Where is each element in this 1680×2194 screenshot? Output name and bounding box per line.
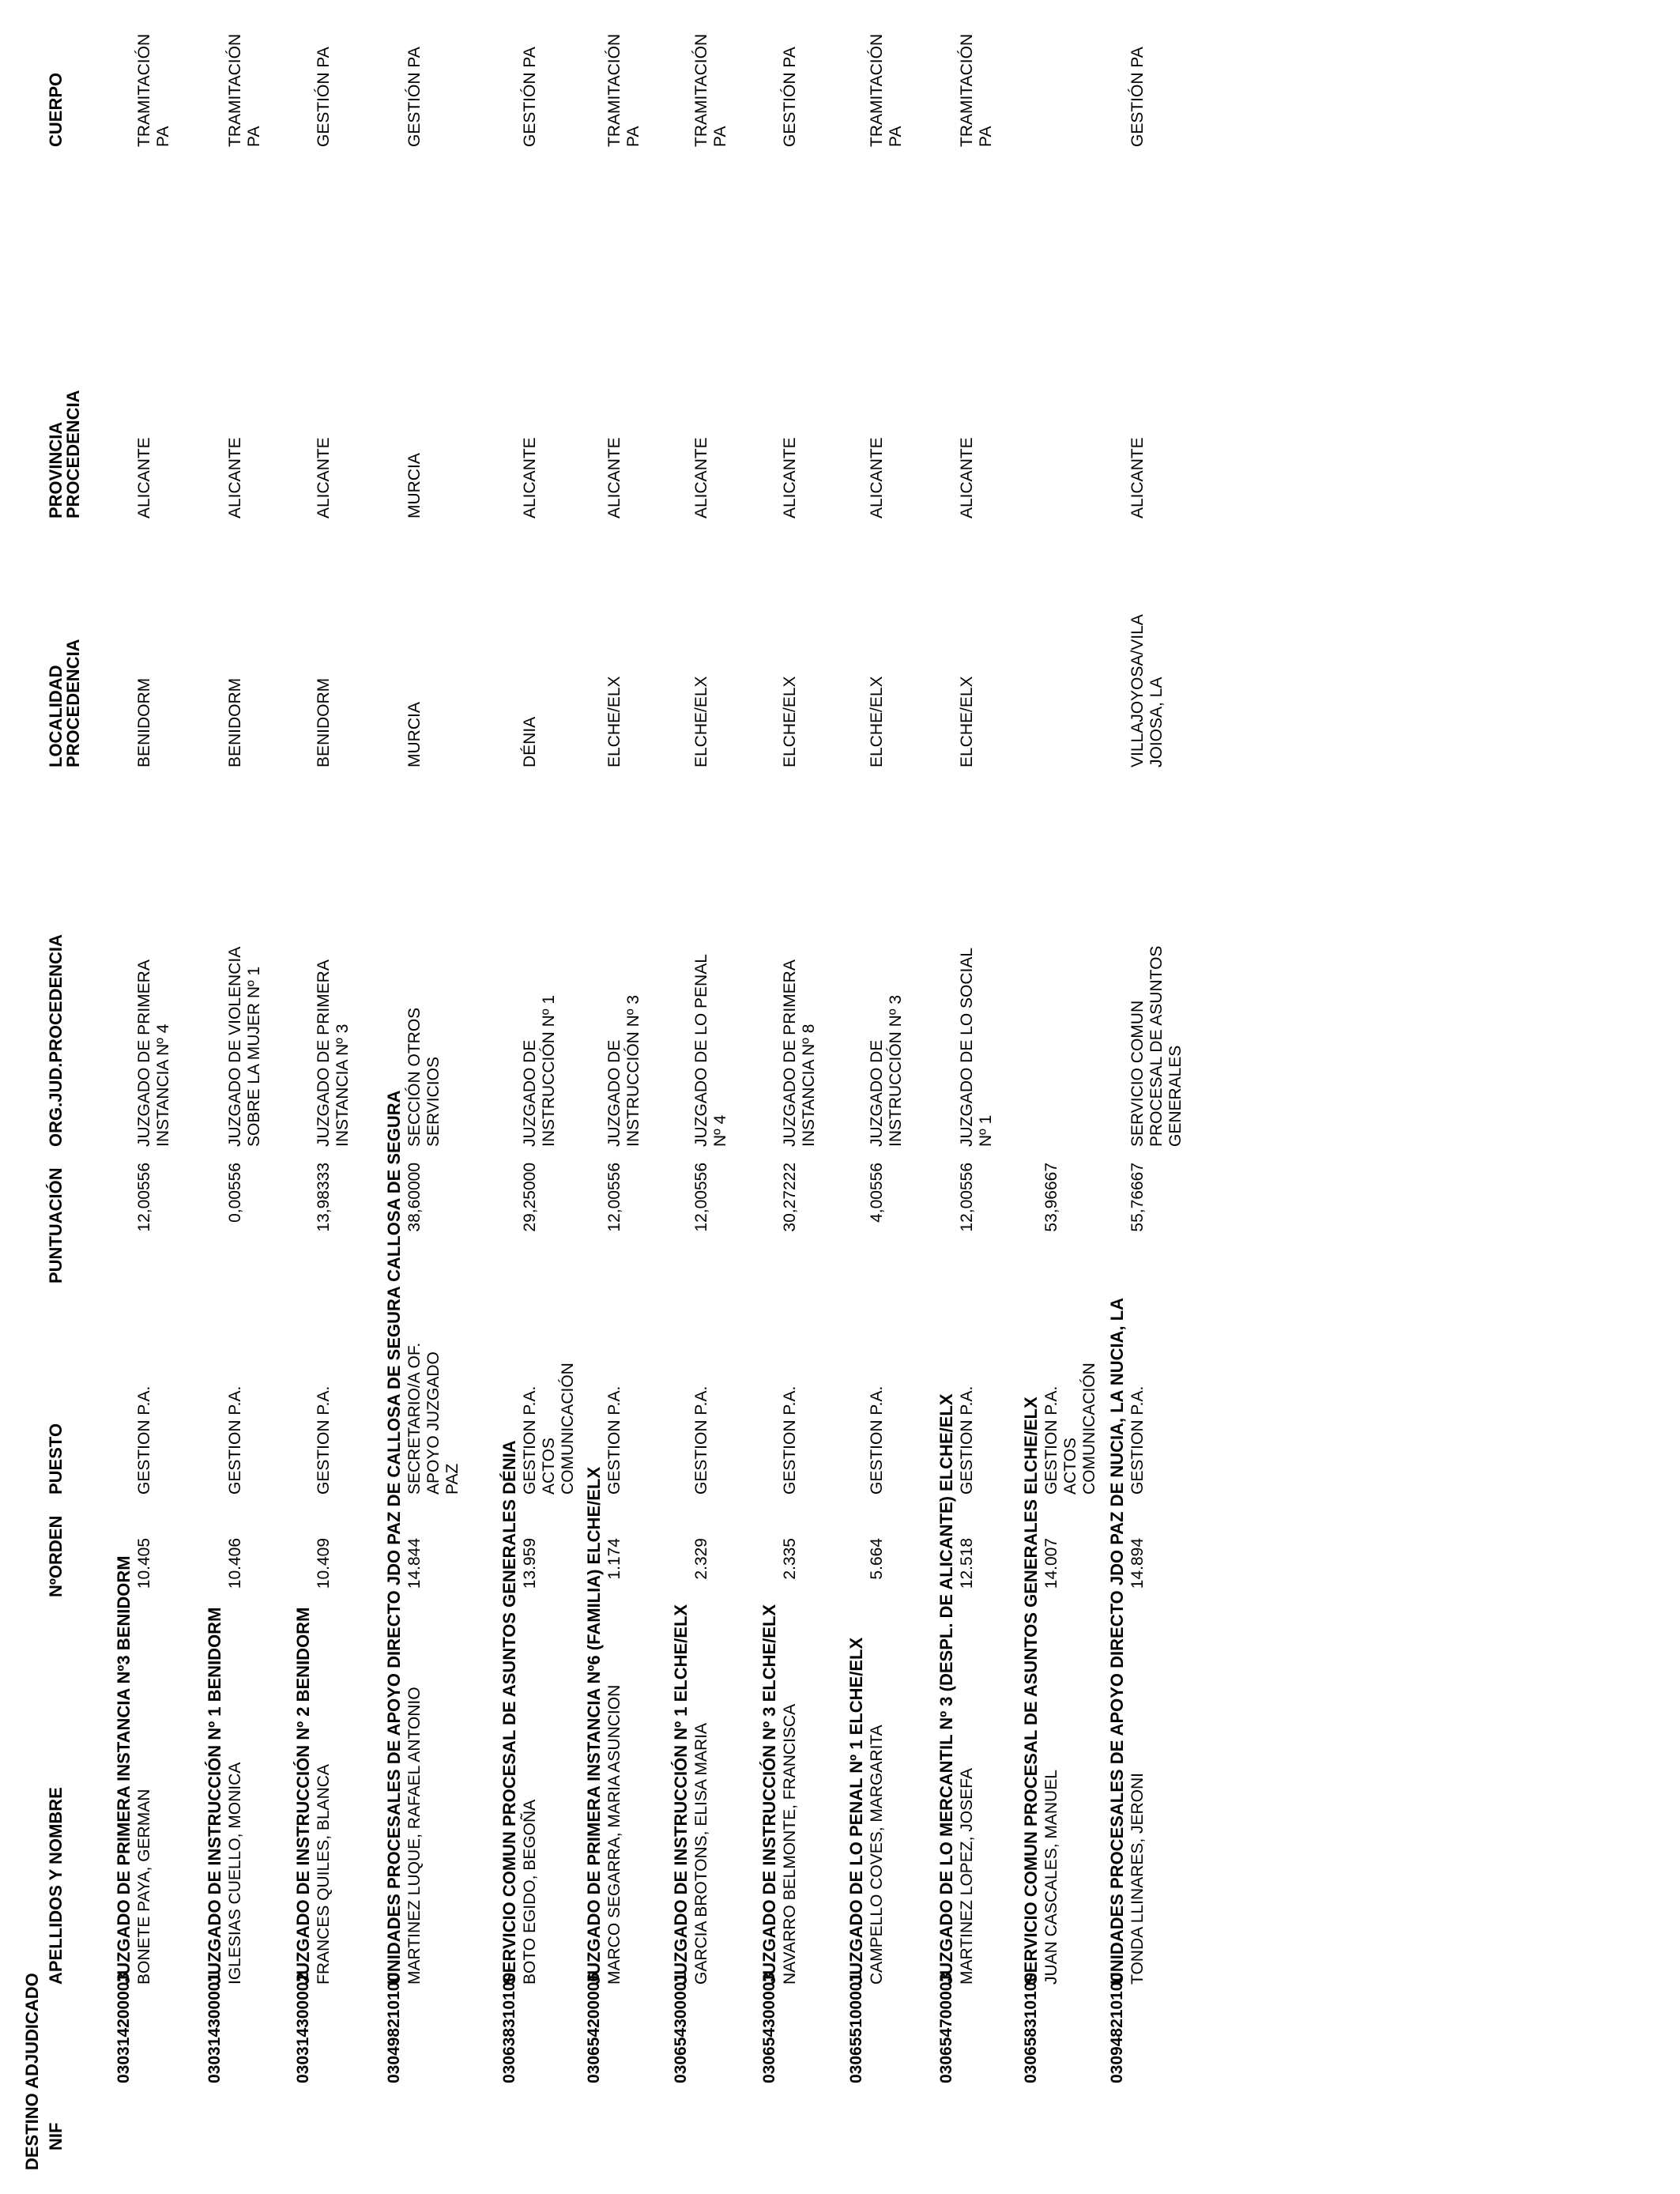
- group-destino: SERVICIO COMUN PROCESAL DE ASUNTOS GENERALES ELCHE/ELX: [1021, 1397, 1041, 1985]
- row-localidad: ELCHE/ELX: [958, 676, 976, 767]
- row-cuerpo: GESTIÓN PA: [315, 47, 333, 147]
- row-localidad: ELCHE/ELX: [781, 676, 799, 767]
- group-destino: UNIDADES PROCESALES DE APOYO DIRECTO JDO PAZ DE CALLOSA DE SEGURA CALLOSA DE SEGURA: [384, 1090, 404, 1985]
- row-puesto: GESTION P.A.: [226, 1385, 244, 1495]
- row-localidad: ELCHE/ELX: [692, 676, 710, 767]
- row-org-procedencia: JUZGADO DE PRIMERA INSTANCIA Nº 8: [781, 960, 818, 1147]
- group-destino: JUZGADO DE INSTRUCCIÓN Nº 3 ELCHE/ELX: [759, 1604, 779, 1985]
- row-puesto: GESTION P.A.: [135, 1385, 153, 1495]
- header-localidad-line1: LOCALIDAD: [46, 665, 66, 767]
- row-cuerpo: GESTIÓN PA: [521, 47, 539, 147]
- row-apellidos-nombre: GARCIA BROTONS, ELISA MARIA: [692, 1722, 710, 1985]
- row-cuerpo: GESTIÓN PA: [781, 47, 799, 147]
- row-apellidos-nombre: JUAN CASCALES, MANUEL: [1042, 1770, 1060, 1985]
- row-apellidos-nombre: IGLESIAS CUELLO, MONICA: [226, 1762, 244, 1985]
- row-puesto: GESTION P.A.: [692, 1385, 710, 1495]
- row-cuerpo: TRAMITACIÓN PA: [868, 33, 905, 147]
- row-localidad: BENIDORM: [226, 677, 244, 767]
- row-norden: 14.844: [405, 1538, 424, 1589]
- row-cuerpo: TRAMITACIÓN PA: [692, 33, 729, 147]
- row-apellidos-nombre: NAVARRO BELMONTE, FRANCISCA: [781, 1703, 799, 1985]
- row-provincia: ALICANTE: [958, 437, 976, 518]
- row-apellidos-nombre: MARTINEZ LOPEZ, JOSEFA: [958, 1768, 976, 1985]
- row-org-procedencia: SERVICIO COMUN PROCESAL DE ASUNTOS GENERALES: [1128, 945, 1185, 1147]
- header-nif: NIF: [46, 2122, 66, 2151]
- row-cuerpo: TRAMITACIÓN PA: [226, 33, 263, 147]
- row-localidad: BENIDORM: [315, 677, 333, 767]
- row-puntuacion: 12,00556: [692, 1163, 710, 1232]
- row-org-procedencia: JUZGADO DE LO SOCIAL Nº 1: [958, 948, 995, 1147]
- group-nif: 030948210100: [1108, 1972, 1126, 2083]
- row-cuerpo: TRAMITACIÓN PA: [135, 33, 172, 147]
- group-nif: 030658310100: [1022, 1972, 1040, 2083]
- row-norden: 5.664: [868, 1538, 886, 1580]
- group-nif: 030498210100: [385, 1972, 403, 2083]
- row-puesto: GESTION P.A.: [605, 1385, 623, 1495]
- header-localidad-line2: PROCEDENCIA: [63, 639, 83, 767]
- row-org-procedencia: JUZGADO DE VIOLENCIA SOBRE LA MUJER Nº 1: [226, 947, 263, 1147]
- row-norden: 2.329: [692, 1538, 710, 1580]
- group-nif: 030654300003: [760, 1972, 778, 2083]
- row-cuerpo: GESTIÓN PA: [1128, 47, 1147, 147]
- page-title: DESTINO ADJUDICADO: [22, 1973, 42, 2170]
- row-localidad: MURCIA: [405, 702, 424, 767]
- row-norden: 13.959: [521, 1538, 539, 1589]
- row-apellidos-nombre: FRANCES QUILES, BLANCA: [315, 1764, 333, 1985]
- header-apellidos: APELLIDOS Y NOMBRE: [46, 1787, 66, 1985]
- row-localidad: VILLAJOYOSA/VILA JOIOSA, LA: [1128, 615, 1166, 767]
- row-norden: 12.518: [958, 1538, 976, 1589]
- row-provincia: MURCIA: [405, 453, 424, 518]
- row-localidad: ELCHE/ELX: [868, 676, 886, 767]
- header-org: ORG.JUD.PROCEDENCIA: [46, 934, 66, 1147]
- header-puntuacion: PUNTUACIÓN: [46, 1167, 66, 1284]
- row-norden: 14.007: [1042, 1538, 1060, 1589]
- row-puntuacion: 12,00556: [605, 1163, 623, 1232]
- row-puntuacion: 4,00556: [868, 1163, 886, 1223]
- header-cuerpo: CUERPO: [46, 72, 66, 147]
- group-nif: 030655100001: [847, 1972, 865, 2083]
- row-norden: 10.406: [226, 1538, 244, 1589]
- group-nif: 030314300001: [205, 1972, 224, 2083]
- row-provincia: ALICANTE: [605, 437, 623, 518]
- row-puesto: GESTION P.A.: [781, 1385, 799, 1495]
- row-localidad: ELCHE/ELX: [605, 676, 623, 767]
- row-puesto: GESTION P.A.: [315, 1385, 333, 1495]
- row-apellidos-nombre: TONDA LLINARES, JERONI: [1128, 1772, 1147, 1985]
- header-provincia-line2: PROCEDENCIA: [63, 390, 83, 518]
- row-provincia: ALICANTE: [781, 437, 799, 518]
- row-puntuacion: 53,96667: [1042, 1163, 1060, 1232]
- row-localidad: BENIDORM: [135, 677, 153, 767]
- header-puesto: PUESTO: [46, 1423, 66, 1495]
- row-apellidos-nombre: MARCO SEGARRA, MARIA ASUNCION: [605, 1684, 623, 1985]
- row-provincia: ALICANTE: [868, 437, 886, 518]
- row-puesto: GESTION P.A. ACTOS COMUNICACIÓN: [521, 1363, 577, 1495]
- group-nif: 030654300001: [672, 1972, 690, 2083]
- group-destino: JUZGADO DE INSTRUCCIÓN Nº 1 ELCHE/ELX: [671, 1604, 691, 1985]
- row-cuerpo: TRAMITACIÓN PA: [958, 33, 995, 147]
- row-apellidos-nombre: MARTINEZ LUQUE, RAFAEL ANTONIO: [405, 1687, 424, 1985]
- row-org-procedencia: SECCIÓN OTROS SERVICIOS: [405, 1007, 443, 1147]
- row-org-procedencia: JUZGADO DE PRIMERA INSTANCIA Nº 4: [135, 960, 172, 1147]
- group-destino: JUZGADO DE INSTRUCCIÓN Nº 1 BENIDORM: [205, 1607, 224, 1985]
- group-destino: JUZGADO DE INSTRUCCIÓN Nº 2 BENIDORM: [293, 1607, 313, 1985]
- row-puesto: GESTION P.A.: [958, 1385, 976, 1495]
- row-apellidos-nombre: BOTO EGIDO, BEGOÑA: [521, 1799, 539, 1985]
- group-nif: 030314200003: [115, 1972, 133, 2083]
- row-puntuacion: 13,98333: [315, 1163, 333, 1232]
- row-norden: 10.409: [315, 1538, 333, 1589]
- row-provincia: ALICANTE: [1128, 437, 1147, 518]
- group-destino: JUZGADO DE LO MERCANTIL Nº 3 (DESPL. DE ALICANTE) ELCHE/ELX: [936, 1393, 956, 1985]
- group-nif: 030314300002: [294, 1972, 312, 2083]
- row-puesto: GESTION P.A.: [868, 1385, 886, 1495]
- header-norden: NºORDEN: [46, 1515, 66, 1597]
- row-puntuacion: 55,76667: [1128, 1163, 1147, 1232]
- group-nif: 030654200006: [585, 1972, 603, 2083]
- group-destino: JUZGADO DE PRIMERA INSTANCIA Nº3 BENIDORM: [114, 1555, 134, 1985]
- row-puntuacion: 0,00556: [226, 1163, 244, 1223]
- row-apellidos-nombre: CAMPELLO COVES, MARGARITA: [868, 1725, 886, 1985]
- group-destino: SERVICIO COMUN PROCESAL DE ASUNTOS GENERALES DÉNIA: [499, 1440, 519, 1985]
- row-provincia: ALICANTE: [692, 437, 710, 518]
- row-norden: 10.405: [135, 1538, 153, 1589]
- row-org-procedencia: JUZGADO DE PRIMERA INSTANCIA Nº 3: [315, 960, 352, 1147]
- row-cuerpo: TRAMITACIÓN PA: [605, 33, 642, 147]
- row-puntuacion: 30,27222: [781, 1163, 799, 1232]
- row-puntuacion: 12,00556: [135, 1163, 153, 1232]
- row-provincia: ALICANTE: [521, 437, 539, 518]
- row-norden: 2.335: [781, 1538, 799, 1580]
- group-destino: UNIDADES PROCESALES DE APOYO DIRECTO JDO PAZ DE NUCIA, LA NUCIA, LA: [1107, 1297, 1127, 1985]
- row-puntuacion: 38,60000: [405, 1163, 424, 1232]
- group-destino: JUZGADO DE PRIMERA INSTANCIA Nº6 (FAMILIA) ELCHE/ELX: [584, 1466, 604, 1985]
- row-apellidos-nombre: BONETE PAYA, GERMAN: [135, 1789, 153, 1985]
- row-localidad: DÉNIA: [521, 716, 539, 767]
- row-puntuacion: 29,25000: [521, 1163, 539, 1232]
- row-org-procedencia: JUZGADO DE LO PENAL Nº 4: [692, 954, 729, 1147]
- row-org-procedencia: JUZGADO DE INSTRUCCIÓN Nº 3: [868, 994, 905, 1147]
- row-org-procedencia: JUZGADO DE INSTRUCCIÓN Nº 3: [605, 994, 642, 1147]
- row-puesto: GESTION P.A. ACTOS COMUNICACIÓN: [1042, 1363, 1098, 1495]
- group-destino: JUZGADO DE LO PENAL Nº 1 ELCHE/ELX: [846, 1637, 866, 1985]
- row-puesto: GESTION P.A.: [1128, 1385, 1147, 1495]
- group-nif: 030638310100: [500, 1972, 518, 2083]
- row-provincia: ALICANTE: [135, 437, 153, 518]
- group-nif: 030654700003: [937, 1972, 955, 2083]
- row-puesto: SECRETARIO/A OF. APOYO JUZGADO PAZ: [405, 1342, 461, 1495]
- row-norden: 14.894: [1128, 1538, 1147, 1589]
- row-provincia: ALICANTE: [315, 437, 333, 518]
- header-provincia-line1: PROVINCIA: [46, 421, 66, 518]
- row-norden: 1.174: [605, 1538, 623, 1580]
- row-puntuacion: 12,00556: [958, 1163, 976, 1232]
- row-provincia: ALICANTE: [226, 437, 244, 518]
- row-cuerpo: GESTIÓN PA: [405, 47, 424, 147]
- row-org-procedencia: JUZGADO DE INSTRUCCIÓN Nº 1: [521, 994, 558, 1147]
